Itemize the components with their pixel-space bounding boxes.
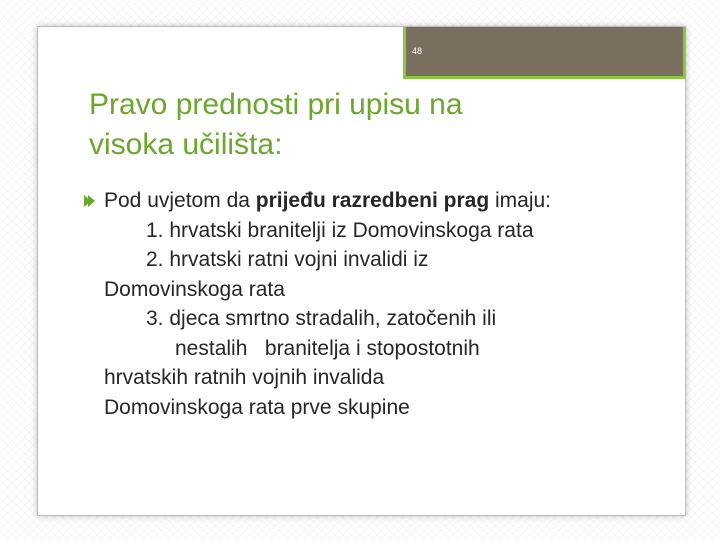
page-number: 48 bbox=[412, 46, 423, 56]
list-item-continuation: nestalih branitelja i stopostotnih bbox=[175, 336, 480, 360]
bullet-paragraph bbox=[104, 186, 674, 422]
list-item: 3. djeca smrtno stradalih, zatočenih ili bbox=[146, 307, 497, 330]
intro-line bbox=[104, 186, 674, 216]
list-item-continuation: hrvatskih ratnih vojnih invalida bbox=[104, 366, 385, 389]
page-number-tab bbox=[403, 27, 686, 79]
list-item: 2. hrvatski ratni vojni invalidi iz bbox=[146, 248, 429, 271]
list-item-continuation: Domovinskoga rata prve skupine bbox=[104, 395, 410, 419]
list-item-continuation: Domovinskoga rata bbox=[104, 277, 285, 301]
slide-title bbox=[89, 85, 649, 165]
intro-bold: prijeđu razredbeni prag bbox=[255, 189, 490, 212]
list-item: 1. hrvatski branitelji iz Domovinskoga rata bbox=[146, 218, 534, 242]
title-line: visoka učilišta: bbox=[89, 128, 283, 161]
intro-suffix: imaju: bbox=[489, 189, 552, 212]
title-line: Pravo prednosti pri upisu na bbox=[89, 88, 463, 121]
intro-prefix: Pod uvjetom da bbox=[104, 189, 256, 212]
arrow-bullet-icon bbox=[82, 194, 96, 208]
